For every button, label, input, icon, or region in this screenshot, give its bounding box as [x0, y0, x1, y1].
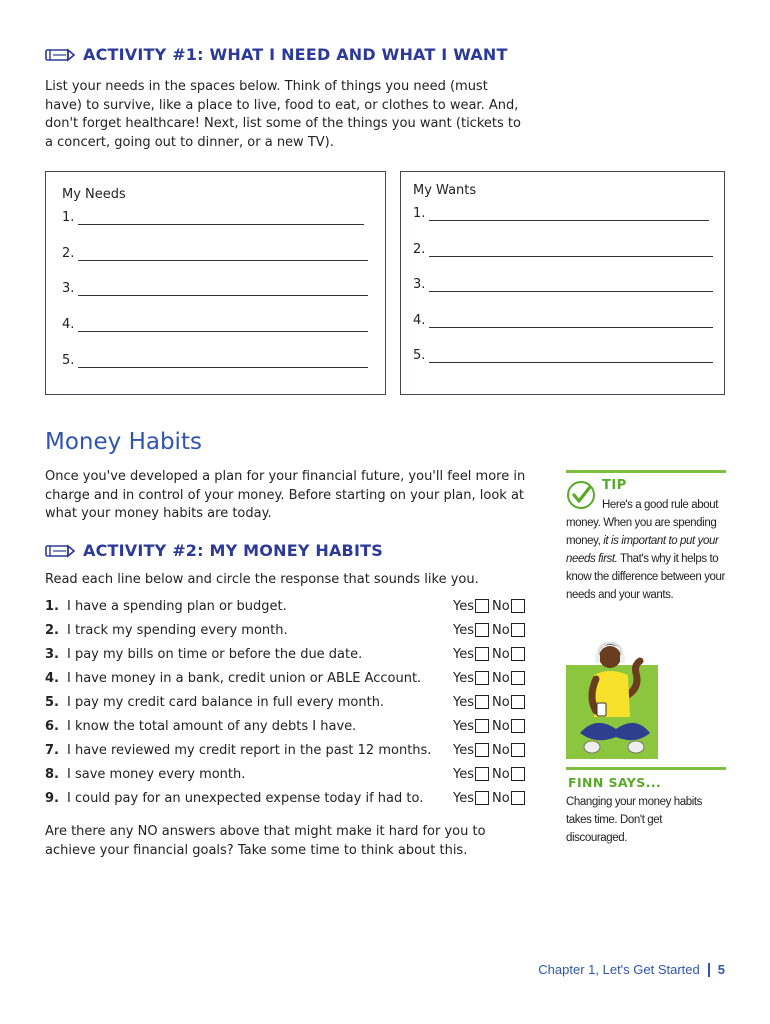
yes-no-options	[453, 671, 528, 686]
line-number: 1.	[413, 206, 426, 221]
needs-line-2[interactable]	[62, 246, 368, 261]
tip-line-5: know the difference between your	[566, 571, 725, 583]
no-checkbox[interactable]	[511, 695, 525, 709]
no-checkbox[interactable]	[511, 743, 525, 757]
habit-row	[45, 740, 540, 760]
no-label: No	[492, 718, 510, 734]
activity-1-intro: List your needs in the spaces below. Think of things you need (must have) to survive, like a place to live, food to eat, or clothes to wear. And, don't forget healthcare! Next, list some of the things you want (tickets to a concert, going out to dinner, or a new TV).	[45, 79, 521, 150]
finn-says-text: Changing your money habits takes time. Don't get discouraged.	[566, 796, 702, 844]
yes-checkbox[interactable]	[475, 767, 489, 781]
habit-row	[45, 716, 540, 736]
tip-line-4-rest: That's why it helps to	[617, 553, 719, 565]
no-label: No	[492, 670, 510, 686]
yes-no-options	[453, 791, 528, 806]
habit-row	[45, 764, 540, 784]
habit-number: 5.	[45, 694, 59, 710]
no-label: No	[492, 790, 510, 806]
finn-says-label: FINN SAYS...	[568, 775, 662, 790]
no-label: No	[492, 598, 510, 614]
footer-divider	[708, 963, 710, 977]
no-label: No	[492, 646, 510, 662]
habit-number: 8.	[45, 766, 59, 782]
tip-line-2: money. When you are spending	[566, 517, 717, 529]
habit-text: I have money in a bank, credit union or ABLE Account.	[67, 670, 422, 686]
activity-2-instructions: Read each line below and circle the response that sounds like you.	[45, 572, 479, 587]
tip-text	[566, 496, 731, 604]
yes-label: Yes	[453, 598, 474, 614]
habit-number: 2.	[45, 622, 59, 638]
line-number: 4.	[413, 313, 426, 328]
wants-box	[400, 171, 725, 395]
yes-label: Yes	[453, 742, 474, 758]
yes-no-options	[453, 719, 528, 734]
finn-divider	[566, 767, 726, 770]
tip-line-3-prefix: money,	[566, 535, 604, 547]
yes-checkbox[interactable]	[475, 719, 489, 733]
pencil-icon	[45, 542, 75, 560]
needs-line-1[interactable]	[62, 210, 364, 225]
wants-line-4[interactable]	[413, 313, 713, 328]
habit-row	[45, 644, 540, 664]
yes-label: Yes	[453, 718, 474, 734]
yes-label: Yes	[453, 622, 474, 638]
activity-2-heading	[45, 541, 383, 560]
no-checkbox[interactable]	[511, 791, 525, 805]
needs-line-3[interactable]	[62, 281, 368, 296]
tip-line-1: Here's a good rule about	[602, 499, 718, 511]
no-checkbox[interactable]	[511, 623, 525, 637]
line-number: 3.	[413, 277, 426, 292]
habit-text: I save money every month.	[67, 766, 246, 782]
habit-row	[45, 692, 540, 712]
activity-1-title: ACTIVITY #1: WHAT I NEED AND WHAT I WANT	[83, 45, 508, 64]
yes-checkbox[interactable]	[475, 599, 489, 613]
wants-line-1[interactable]	[413, 206, 709, 221]
yes-no-options	[453, 599, 528, 614]
yes-label: Yes	[453, 670, 474, 686]
yes-checkbox[interactable]	[475, 743, 489, 757]
yes-checkbox[interactable]	[475, 623, 489, 637]
activity-2-closing: Are there any NO answers above that might make it hard for you to achieve your financial goals? Take some time to think about this.	[45, 824, 486, 858]
yes-label: Yes	[453, 694, 474, 710]
habit-row	[45, 788, 540, 808]
yes-no-options	[453, 767, 528, 782]
yes-checkbox[interactable]	[475, 695, 489, 709]
habit-row	[45, 668, 540, 688]
tip-emphasis: it is important to put your	[603, 535, 719, 547]
wants-title: My Wants	[413, 183, 477, 198]
habit-number: 6.	[45, 718, 59, 734]
money-habits-title: Money Habits	[45, 429, 202, 455]
habit-text: I could pay for an unexpected expense today if had to.	[67, 790, 424, 806]
needs-box	[45, 171, 386, 395]
no-label: No	[492, 742, 510, 758]
money-habits-text: Once you've developed a plan for your financial future, you'll feel more in charge and in control of your money. Before starting on your plan, look at what your money habits are today.	[45, 469, 526, 521]
habit-row	[45, 620, 540, 640]
yes-no-options	[453, 647, 528, 662]
tip-emphasis-2: needs first.	[566, 553, 618, 565]
pencil-icon	[45, 46, 75, 64]
wants-line-5[interactable]	[413, 348, 713, 363]
tip-line-6: needs and your wants.	[566, 589, 674, 601]
yes-checkbox[interactable]	[475, 647, 489, 661]
no-label: No	[492, 766, 510, 782]
wants-line-3[interactable]	[413, 277, 713, 292]
habit-text: I have reviewed my credit report in the past 12 months.	[67, 742, 432, 758]
habit-text: I pay my bills on time or before the due date.	[67, 646, 363, 662]
no-label: No	[492, 694, 510, 710]
no-checkbox[interactable]	[511, 767, 525, 781]
line-number: 5.	[62, 353, 75, 368]
line-number: 2.	[413, 242, 426, 257]
habit-number: 9.	[45, 790, 59, 806]
habit-number: 7.	[45, 742, 59, 758]
activity-2-title: ACTIVITY #2: MY MONEY HABITS	[83, 541, 383, 560]
finn-illustration	[566, 637, 658, 759]
tip-divider	[566, 470, 726, 473]
no-checkbox[interactable]	[511, 647, 525, 661]
needs-line-4[interactable]	[62, 317, 368, 332]
habit-row	[45, 596, 540, 616]
habit-text: I track my spending every month.	[67, 622, 288, 638]
no-label: No	[492, 622, 510, 638]
yes-label: Yes	[453, 790, 474, 806]
wants-line-2[interactable]	[413, 242, 713, 257]
line-number: 1.	[62, 210, 75, 225]
needs-title: My Needs	[62, 187, 126, 202]
habit-number: 3.	[45, 646, 59, 662]
yes-checkbox[interactable]	[475, 791, 489, 805]
habit-number: 1.	[45, 598, 59, 614]
line-number: 2.	[62, 246, 75, 261]
habit-number: 4.	[45, 670, 59, 686]
yes-checkbox[interactable]	[475, 671, 489, 685]
activity-1-heading	[45, 45, 508, 64]
no-checkbox[interactable]	[511, 719, 525, 733]
yes-label: Yes	[453, 766, 474, 782]
habit-text: I have a spending plan or budget.	[67, 598, 287, 614]
yes-no-options	[453, 695, 528, 710]
no-checkbox[interactable]	[511, 599, 525, 613]
line-number: 5.	[413, 348, 426, 363]
needs-line-5[interactable]	[62, 353, 368, 368]
no-checkbox[interactable]	[511, 671, 525, 685]
line-number: 4.	[62, 317, 75, 332]
chapter-label: Chapter 1, Let's Get Started	[538, 962, 700, 977]
page-footer	[538, 962, 725, 977]
line-number: 3.	[62, 281, 75, 296]
tip-label: TIP	[602, 478, 627, 493]
habit-text: I pay my credit card balance in full every month.	[67, 694, 385, 710]
habit-text: I know the total amount of any debts I have.	[67, 718, 357, 734]
yes-no-options	[453, 743, 528, 758]
yes-no-options	[453, 623, 528, 638]
page-number: 5	[717, 962, 725, 977]
yes-label: Yes	[453, 646, 474, 662]
